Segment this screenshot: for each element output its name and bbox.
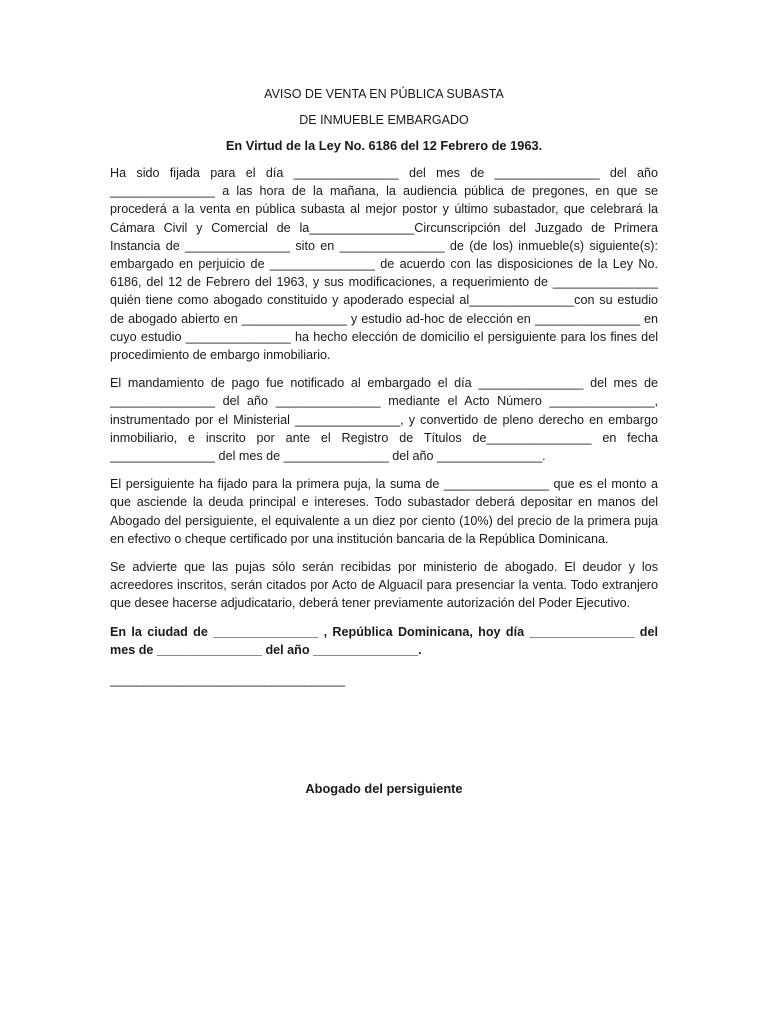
paragraph-hearing: Ha sido fijada para el día _______________ del mes de _______________ del año _______________ a las hora de la mañana, la audiencia pública de pregones, en que se procederá a la venta en pública subasta al mejor postor y último subastador, que celebrará la Cámara Civil y Comercial de la_______________Circunscripción del Juzgado de Primera Instancia de _______________ sito en _______________ de (de los) inmueble(s) siguiente(s): embargado en perjuicio de _______________ de acuerdo con las disposiciones de la Ley No. 6186, del 12 de Febrero del 1963, y sus modificaciones, a requerimiento de _______________ quién tiene como abogado constituido y apoderado especial al_______________con su estudio de abogado abierto en _______________ y estudio ad-hoc de elección en _______________ en cuyo estudio _______________ ha hecho elección de domicilio el persiguiente para los fines del procedimiento de embargo inmobiliario.	[110, 166, 658, 363]
document-title: AVISO DE VENTA EN PÚBLICA SUBASTA	[264, 87, 504, 101]
paragraph-payment-order: El mandamiento de pago fue notificado al embargado el día _______________ del mes de _______________ del año _______________ mediante el Acto Número _______________, instrumentado por el Ministerial _______________, y convertido de pleno derecho en embargo inmobiliario, e inscrito por ante el Registro de Títulos de_______________ en fecha _______________ del mes de _______________ del año _______________.	[110, 376, 658, 464]
signature-line: ___________________________________	[110, 673, 345, 688]
document-subtitle: DE INMUEBLE EMBARGADO	[299, 113, 469, 127]
closing-statement: En la ciudad de _______________ , República Dominicana, hoy día _______________ del mes de _______________ del año _______________.	[110, 624, 658, 657]
signer-label: Abogado del persiguiente	[305, 781, 463, 797]
legal-basis: En Virtud de la Ley No. 6186 del 12 Febrero de 1963.	[225, 138, 543, 153]
paragraph-warning: Se advierte que las pujas sólo serán recibidas por ministerio de abogado. El deudor y los acreedores inscritos, serán citados por Acto de Alguacil para presenciar la venta. Todo extranjero que desee hacerse adjudicatario, deberá tener previamente autorización del Poder Ejecutivo.	[110, 560, 658, 611]
paragraph-first-bid: El persiguiente ha fijado para la primera puja, la suma de _______________ que es el monto a que asciende la deuda principal e intereses. Todo subastador deberá depositar en manos del Abogado del persiguiente, el equivalente a un diez por ciento (10%) del precio de la primera puja en efectivo o cheque certificado por una institución bancaria de la República Dominicana.	[110, 477, 658, 546]
